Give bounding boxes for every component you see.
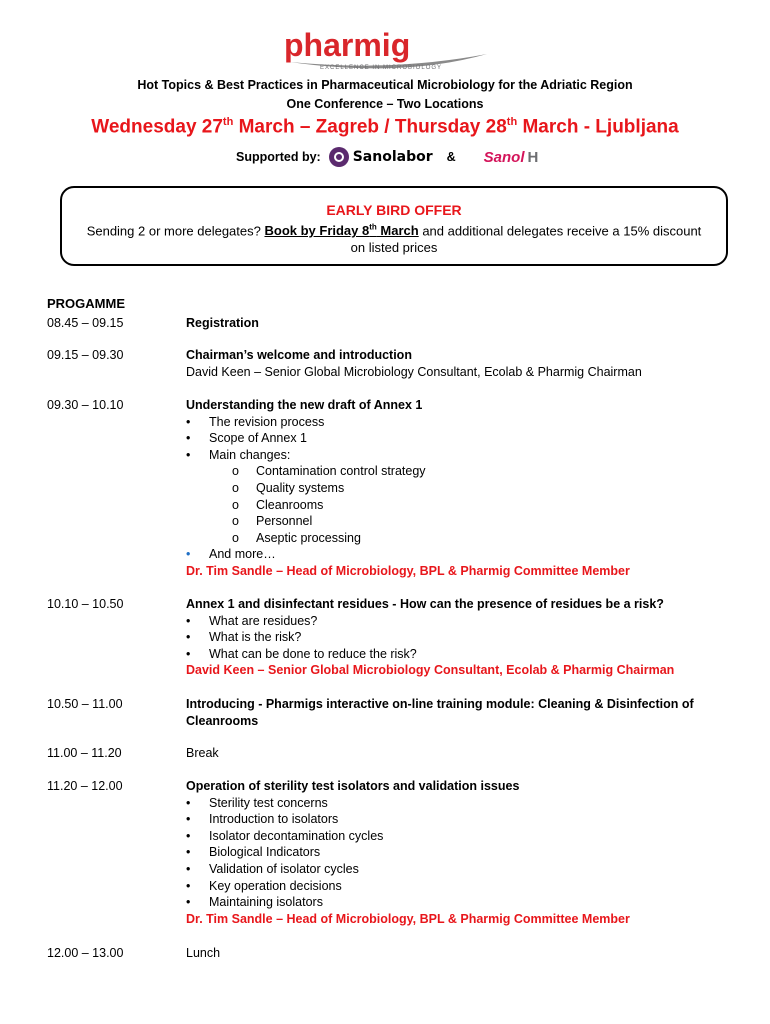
programme-heading: PROGAMME [47, 296, 125, 311]
session-speaker: Dr. Tim Sandle – Head of Microbiology, BPL & Pharmig Committee Member [186, 911, 630, 926]
session-bullet: • Biological Indicators [186, 844, 726, 861]
logo-tagline: EXCELLENCE IN MICROBIOLOGY [320, 65, 443, 71]
session-time: 10.10 – 10.50 [47, 597, 124, 611]
session-title: Understanding the new draft of Annex 1 [186, 398, 423, 412]
pharmig-logo [282, 28, 492, 74]
session-time: 09.15 – 09.30 [47, 348, 124, 362]
session-title: Chairman’s welcome and introduction [186, 348, 412, 362]
session-sub-bullet: o Personnel [186, 513, 726, 530]
session-time: 11.20 – 12.00 [47, 779, 123, 793]
early-bird-offer-box [60, 186, 728, 266]
session-bullet: • Key operation decisions [186, 878, 726, 895]
logo-wordmark: pharmig [284, 28, 411, 63]
session-bullet: • Maintaining isolators [186, 894, 726, 911]
session-bullet: • Sterility test concerns [186, 795, 726, 812]
session-speaker: David Keen – Senior Global Microbiology Consultant, Ecolab & Pharmig Chairman [186, 364, 642, 379]
session-title: Operation of sterility test isolators and validation issues [186, 779, 520, 793]
session-bullet: • What can be done to reduce the risk? [186, 646, 726, 663]
session-sub-bullet: o Contamination control strategy [186, 463, 726, 480]
session-title: Lunch [186, 946, 221, 960]
session-time: 12.00 – 13.00 [47, 946, 124, 960]
sponsor-sanol-h: Sanol H [483, 148, 539, 166]
session-bullet: • Validation of isolator cycles [186, 861, 726, 878]
book-deadline: Book by Friday 8th March [264, 223, 419, 239]
session-title: Annex 1 and disinfectant residues - How can the presence of residues be a risk? [186, 597, 664, 611]
session-bullet: • Main changes: [186, 447, 726, 464]
early-bird-text: Sending 2 or more delegates? Book by Friday 8th March and additional delegates receive a 15% discount on listed prices [86, 223, 702, 256]
conference-locations: One Conference – Two Locations [286, 97, 484, 111]
session-bullet: • The revision process [186, 414, 726, 431]
session-time: 08.45 – 09.15 [47, 316, 124, 330]
session-time: 11.00 – 11.20 [47, 746, 122, 760]
early-bird-title: EARLY BIRD OFFER [326, 202, 462, 218]
sponsor-sanolabor: Sanolabor [352, 149, 433, 165]
session-sub-bullet: o Cleanrooms [186, 497, 726, 514]
session-bullet: • Scope of Annex 1 [186, 430, 726, 447]
session-title: Introducing - Pharmigs interactive on-line training module: Cleaning & Disinfection of Cleanrooms [186, 697, 694, 728]
sponsors-line [236, 145, 538, 169]
session-title: Registration [186, 316, 259, 330]
session-title: Break [186, 746, 219, 760]
session-bullet: • What is the risk? [186, 629, 726, 646]
supported-by-label: Supported by: [236, 150, 321, 164]
conference-dates-title: Wednesday 27th March – Zagreb / Thursday 28th March - Ljubljana [91, 116, 679, 138]
session-bullet: • What are residues? [186, 613, 726, 630]
session-speaker: David Keen – Senior Global Microbiology Consultant, Ecolab & Pharmig Chairman [186, 663, 675, 678]
conference-subtitle: Hot Topics & Best Practices in Pharmaceutical Microbiology for the Adriatic Region [137, 78, 633, 92]
sponsor-ampersand: & [446, 150, 456, 164]
sanolabor-logo-icon [329, 147, 349, 167]
session-time: 09.30 – 10.10 [47, 398, 124, 412]
session-sub-bullet: o Quality systems [186, 480, 726, 497]
session-bullet: • Introduction to isolators [186, 811, 726, 828]
session-bullet: • And more… [186, 546, 726, 563]
session-speaker: Dr. Tim Sandle – Head of Microbiology, BPL & Pharmig Committee Member [186, 563, 630, 578]
session-time: 10.50 – 11.00 [47, 697, 123, 711]
session-bullet: • Isolator decontamination cycles [186, 828, 726, 845]
session-sub-bullet: o Aseptic processing [186, 530, 726, 547]
